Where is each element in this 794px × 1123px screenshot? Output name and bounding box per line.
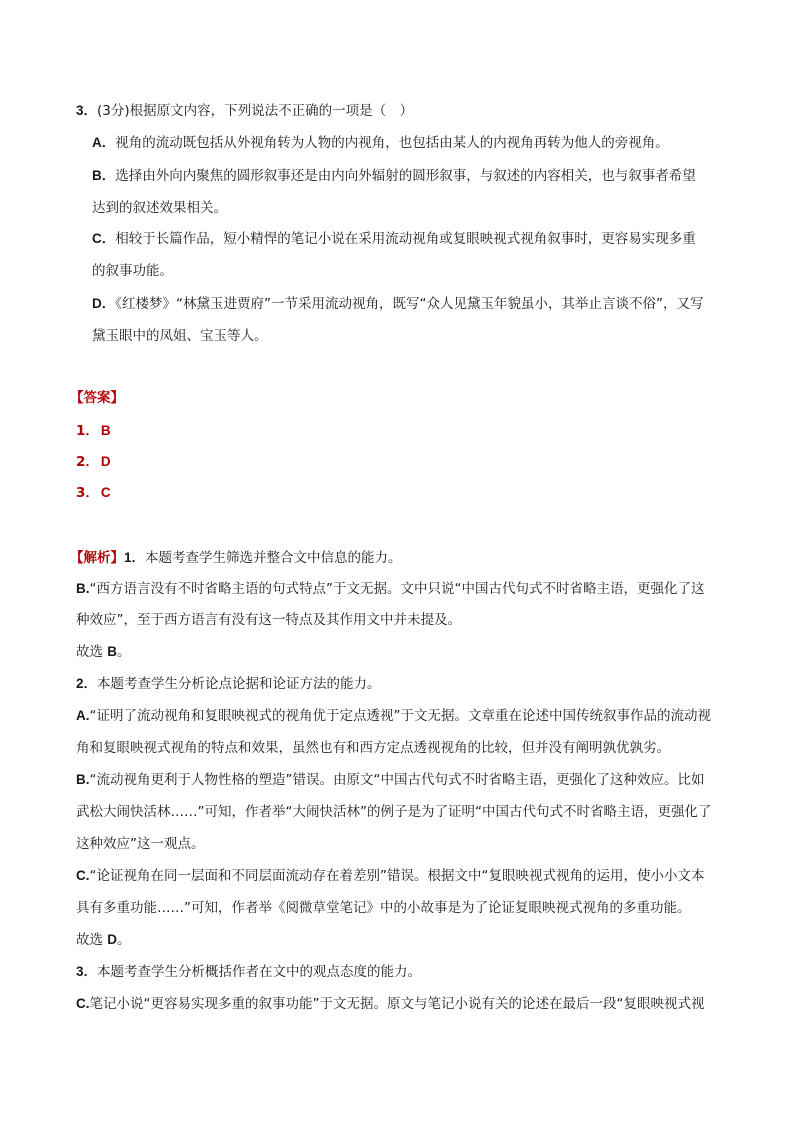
- question-3-stem: [76, 101, 413, 121]
- option-c: [92, 229, 696, 249]
- question-number: 3．: [76, 103, 98, 118]
- analysis-line-11: C.“论证视角在同一层面和不同层面流动存在着差别”错误。根据文中“复眼映视式视角的运用，使小小文本: [76, 868, 705, 884]
- option-b: [92, 166, 696, 186]
- answer-item: [76, 483, 111, 503]
- analysis-choice-2: 故选 D。: [76, 932, 131, 948]
- option-text: 视角的流动既包括从外视角转为人物的内视角，也包括由某人的内视角再转为他人的旁视角。: [115, 135, 669, 151]
- option-label: C．: [92, 231, 116, 246]
- answer-value: B: [100, 423, 111, 438]
- analysis-line-10: 这种效应”这一观点。: [76, 836, 205, 852]
- analysis-line-15: C.笔记小说“更容易实现多重的叙事功能”于文无据。原文与笔记小说有关的论述在最后一段“复眼映视式视: [76, 996, 705, 1012]
- answer-value: C: [100, 485, 111, 500]
- option-d-cont: 黛玉眼中的凤姐、宝玉等人。: [92, 328, 268, 344]
- question-stem-text: (3分)根据原文内容，下列说法不正确的一项是（ ）: [97, 103, 414, 119]
- analysis-line-3: 种效应”，至于西方语言有没有这一特点及其作用文中并未提及。: [76, 612, 461, 628]
- answer-number: 2．: [76, 454, 99, 470]
- answer-header: 【答案】: [70, 390, 124, 406]
- option-text: 相较于长篇作品，短小精悍的笔记小说在采用流动视角或复眼映视式视角叙事时，更容易实现多重: [115, 231, 696, 247]
- answer-item: [76, 421, 111, 441]
- answer-item: [76, 452, 111, 472]
- option-text: 《红楼梦》“林黛玉进贾府”一节采用流动视角，既写“众人见黛玉年貌虽小，其举止言谈不俗”，又写: [115, 296, 704, 312]
- option-a: [92, 133, 669, 153]
- analysis-line-7: 角和复眼映视式视角的特点和效果，虽然也有和西方定点透视视角的比较，但并没有阐明孰优孰劣。: [76, 740, 670, 756]
- analysis-header: 【解析】: [70, 550, 124, 566]
- option-text: 选择由外向内聚焦的圆形叙事还是由内向外辐射的圆形叙事，与叙述的内容相关，也与叙事者希望: [115, 168, 696, 184]
- analysis-line-8: B.“流动视角更利于人物性格的塑造”错误。由原文“中国古代句式不时省略主语，更强化了这种效应。比如: [76, 772, 705, 788]
- option-d: [92, 294, 703, 314]
- option-label: B．: [92, 168, 116, 183]
- analysis-line-5: 2．本题考查学生分析论点论据和论证方法的能力。: [76, 676, 381, 692]
- answer-number: 1．: [76, 423, 99, 439]
- analysis-line-12: 具有多重功能……”可知，作者举《阅微草堂笔记》中的小故事是为了论证复眼映视式视角的多重功能。: [76, 900, 691, 916]
- option-label: A．: [92, 135, 116, 150]
- answer-number: 3．: [76, 485, 99, 501]
- option-c-cont: 的叙事功能。: [92, 263, 173, 279]
- analysis-choice-1: 故选 B。: [76, 644, 131, 660]
- analysis-line-1: 【解析】1．本题考查学生筛选并整合文中信息的能力。: [70, 550, 402, 566]
- analysis-line-2: B.“西方语言没有不时省略主语的句式特点”于文无据。文中只说“中国古代句式不时省略主语，更强化了这: [76, 581, 705, 597]
- option-label: D．: [92, 296, 116, 311]
- answer-value: D: [100, 454, 111, 469]
- analysis-number: 1．: [124, 550, 146, 565]
- analysis-line-6: A.“证明了流动视角和复眼映视式的视角优于定点透视”于文无据。文章重在论述中国传统叙事作品的流动视: [76, 708, 711, 724]
- option-b-cont: 达到的叙述效果相关。: [92, 200, 227, 216]
- analysis-line-9: 武松大闹快活林……”可知，作者举“大闹快活林”的例子是为了证明“中国古代句式不时省略主语，更强化了: [76, 804, 712, 820]
- analysis-line-14: 3．本题考查学生分析概括作者在文中的观点态度的能力。: [76, 964, 422, 980]
